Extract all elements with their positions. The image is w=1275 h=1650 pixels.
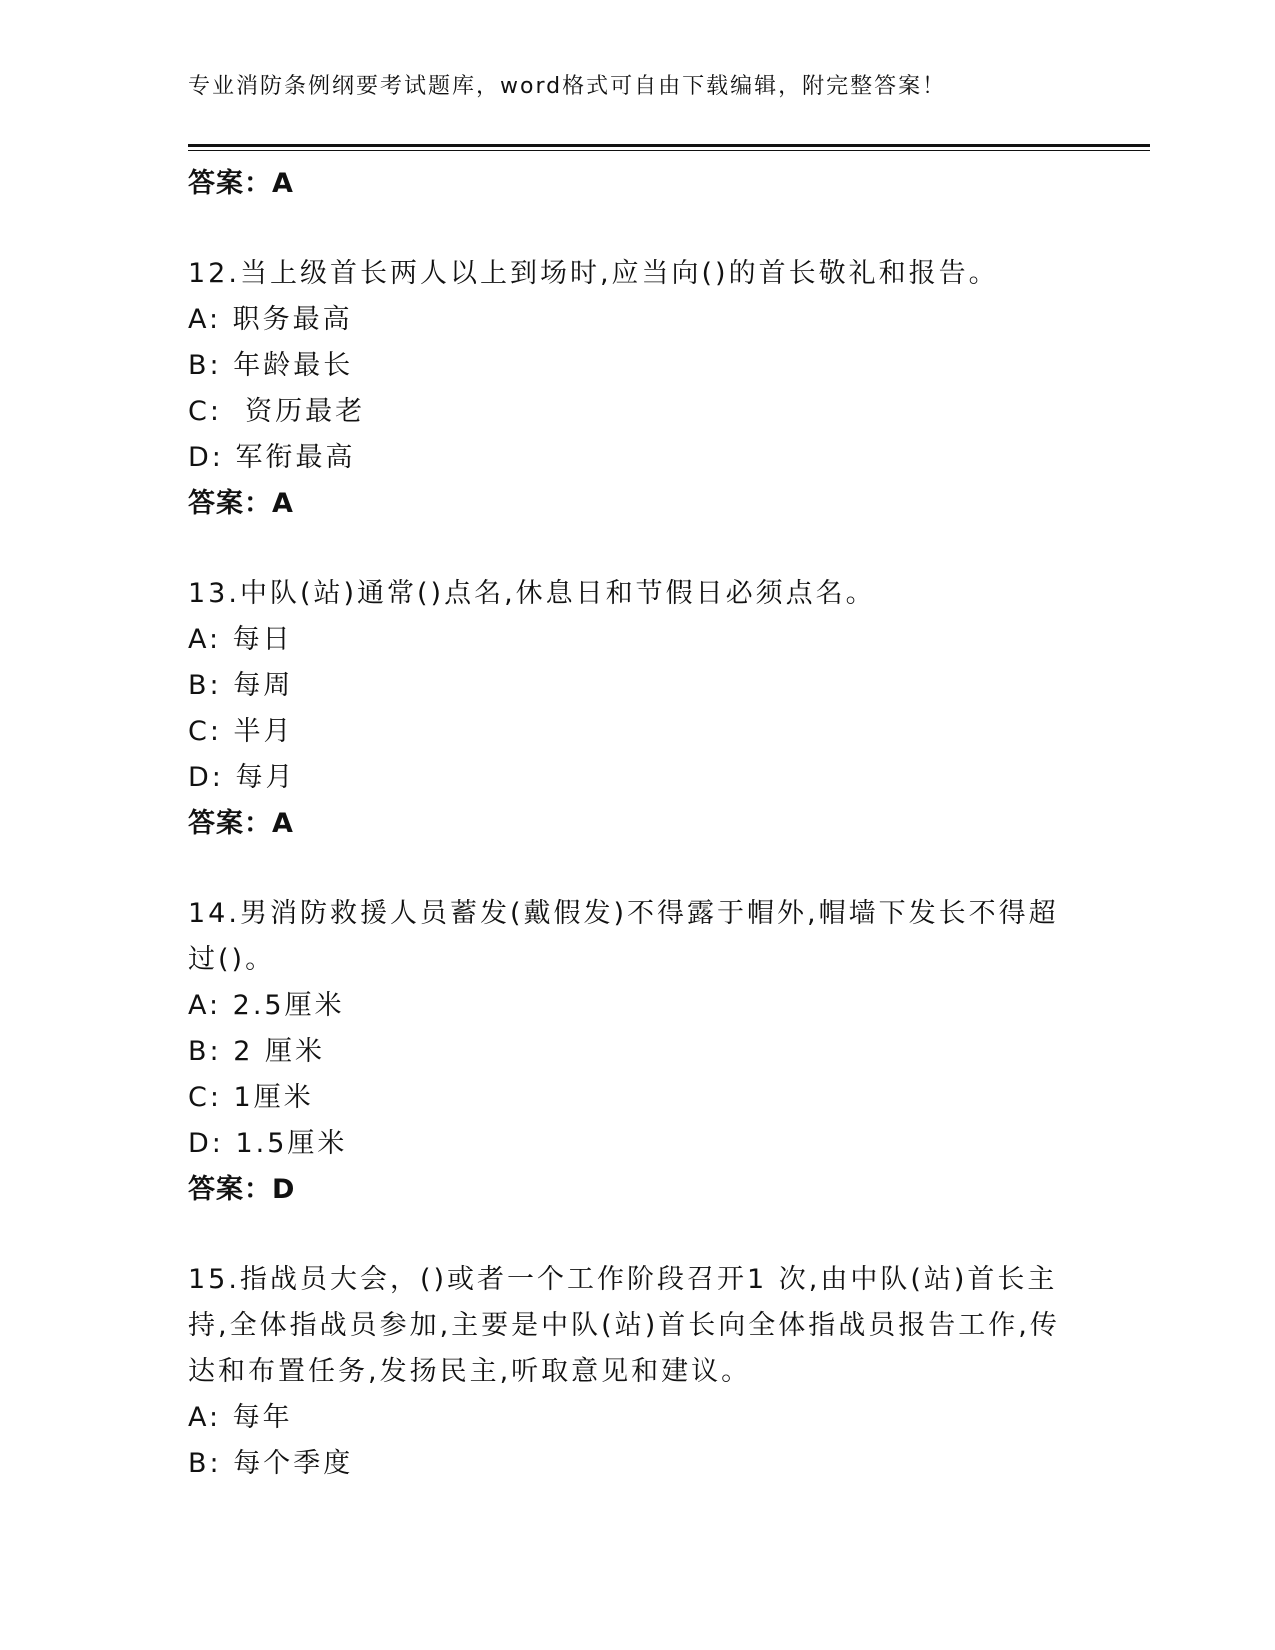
question-12 — [188, 251, 1108, 527]
option-d: D: 1.5厘米 — [188, 1128, 348, 1159]
option-b: B: 年龄最长 — [188, 350, 354, 381]
question-stem: 14.男消防救援人员蓄发(戴假发)不得露于帽外,帽墙下发长不得超过()。 — [188, 898, 1059, 975]
option-a: A: 每年 — [188, 1402, 293, 1433]
question-14 — [188, 891, 1108, 1213]
answer-line: 答案：A — [188, 488, 294, 519]
question-stem: 15.指战员大会，()或者一个工作阶段召开1 次,由中队(站)首长主持,全体指战员参加,主要是中队(站)首长向全体指战员报告工作,传达和布置任务,发扬民主,听取意见和建议。 — [188, 1264, 1060, 1387]
option-b: B: 每个季度 — [188, 1448, 354, 1479]
option-a: A: 每日 — [188, 624, 293, 655]
question-stem: 13.中队(站)通常()点名,休息日和节假日必须点名。 — [188, 578, 876, 609]
answer-line: 答案：A — [188, 808, 294, 839]
question-15 — [188, 1257, 1108, 1487]
question-stem: 12.当上级首长两人以上到场时,应当向()的首长敬礼和报告。 — [188, 258, 999, 289]
option-d: D: 每月 — [188, 762, 296, 793]
option-d: D: 军衔最高 — [188, 442, 356, 473]
option-a: A: 职务最高 — [188, 304, 353, 335]
option-c: C: 资历最老 — [188, 396, 366, 427]
question-list — [188, 155, 1108, 1487]
option-a: A: 2.5厘米 — [188, 990, 345, 1021]
header-divider-thick — [188, 144, 1150, 147]
page-header: 专业消防条例纲要考试题库，word格式可自由下载编辑，附完整答案！ — [188, 74, 947, 99]
answer-line: 答案：D — [188, 1174, 296, 1205]
header-divider-thin — [188, 150, 1150, 151]
answer-line: 答案：A — [188, 168, 294, 199]
option-c: C: 1厘米 — [188, 1082, 314, 1113]
option-b: B: 2 厘米 — [188, 1036, 325, 1067]
option-c: C: 半月 — [188, 716, 294, 747]
option-b: B: 每周 — [188, 670, 294, 701]
question-13 — [188, 571, 1108, 847]
